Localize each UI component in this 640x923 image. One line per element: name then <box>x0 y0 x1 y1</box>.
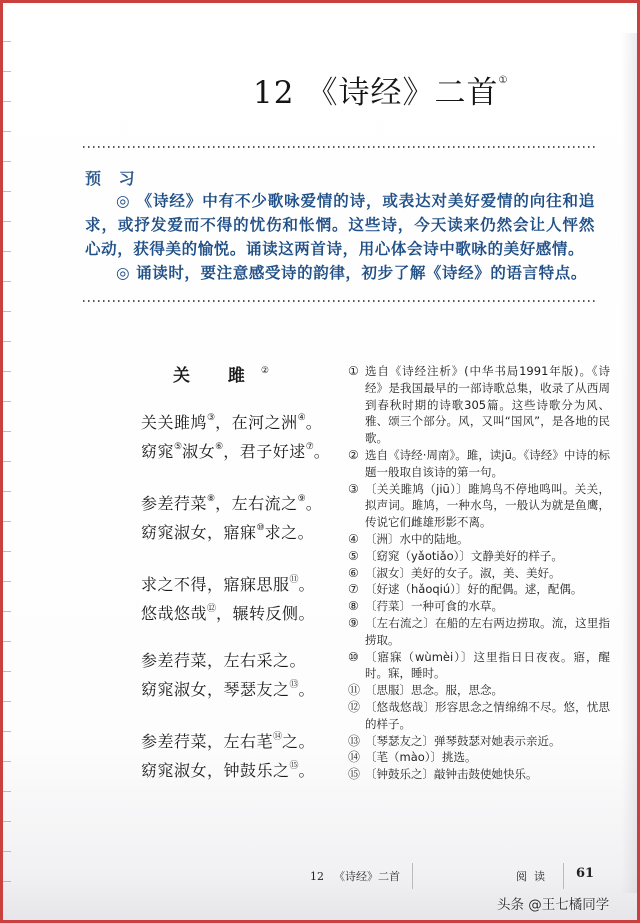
footnote-marker: ⑦ <box>348 582 359 597</box>
footnote-marker: ⑬ <box>348 733 361 748</box>
footnote-text: 〔荇菜〕一种可食的水草。 <box>365 599 503 614</box>
poem-line <box>141 597 341 626</box>
poem-stanza <box>141 406 341 464</box>
footnote-marker: ① <box>348 364 359 378</box>
footnote-text: 〔思服〕思念。服，思念。 <box>365 683 503 698</box>
footnote-text: 〔窈窕（yǎotiǎo）〕文静美好的样子。 <box>365 548 563 563</box>
footnotes <box>348 363 610 783</box>
footnote-ref: ② <box>260 366 269 376</box>
poem-stanza <box>141 568 341 626</box>
poem-stanza <box>141 487 341 545</box>
footnote-item <box>348 649 610 683</box>
footnote-ref: ⑨ <box>297 494 306 504</box>
footnote-item <box>348 565 610 582</box>
poem-text: ，辗转反侧。 <box>216 604 316 623</box>
footnote-ref: ③ <box>207 413 216 423</box>
poem-line <box>141 673 341 702</box>
footnote-ref: ⑦ <box>305 442 314 452</box>
footnote-item <box>348 598 610 615</box>
poem-text: 关关雎鸠 <box>141 413 208 432</box>
footnote-text: 〔淑女〕美好的女子。淑，美、美好。 <box>365 565 561 580</box>
footnote-text: 〔关关雎鸠（jiū）〕雎鸠鸟不停地鸣叫。关关，拟声词。雎鸠，一种水鸟，一般认为就是鱼鹰，传说它们雌雄形影不离。 <box>365 481 610 530</box>
poem-stanza <box>141 649 341 702</box>
footer-divider <box>412 863 413 889</box>
binding-marks <box>3 23 11 883</box>
poem-text: 之。 <box>282 732 316 751</box>
footnote-marker: ⑨ <box>348 615 359 630</box>
footnote-marker: ⑧ <box>348 599 359 614</box>
poem-text: 窈窕淑女，钟鼓乐之 <box>141 761 290 780</box>
footnote-text: 选自《诗经·周南》。雎，读jū。《诗经》中诗的标题一般取自该诗的第一句。 <box>365 447 610 479</box>
poem-line <box>141 725 341 754</box>
footnote-ref: ⑮ <box>289 761 299 771</box>
poem-text: 窈窕 <box>141 442 175 461</box>
footnote-item <box>348 363 610 447</box>
footnote-ref: ⑧ <box>207 494 216 504</box>
running-footer <box>310 868 400 884</box>
footnote-item <box>348 699 610 733</box>
footer-lesson-title: 《诗经》二首 <box>334 870 400 883</box>
footnote-marker: ⑤ <box>348 548 359 563</box>
poem-title <box>173 361 341 386</box>
footnote-item <box>348 733 610 750</box>
footnote-ref: ⑥ <box>215 442 224 452</box>
poem-line <box>141 516 341 545</box>
footnote-item <box>348 481 610 531</box>
footnote-marker: ⑮ <box>348 767 361 782</box>
poem-text: 求之。 <box>264 523 315 542</box>
footnote-ref: ⑬ <box>289 680 299 690</box>
footnote-text: 〔琴瑟友之〕弹琴鼓瑟对她表示亲近。 <box>365 733 561 748</box>
footnote-marker: ③ <box>348 481 359 496</box>
watermark: 头条 @王七橘同学 <box>497 897 610 913</box>
footnote-marker: ④ <box>348 531 359 546</box>
poem-text: 参差荇菜 <box>141 494 208 513</box>
footnote-item <box>348 766 610 783</box>
footnote-text: 〔钟鼓乐之〕敲钟击鼓使她快乐。 <box>365 767 538 782</box>
footnote-ref: ⑪ <box>289 575 299 585</box>
footnote-marker: ⑥ <box>348 565 359 580</box>
poem-text: 。 <box>305 494 323 513</box>
poem-text: 窈窕淑女，寤寐 <box>141 523 257 542</box>
footnote-text: 〔洲〕水中的陆地。 <box>365 531 469 546</box>
preview-section <box>85 189 595 285</box>
footer-section: 阅读 <box>516 870 552 883</box>
poem-text: 窈窕淑女，琴瑟友之 <box>141 680 290 699</box>
divider-bottom <box>83 300 595 302</box>
poem-text: ，君子好逑 <box>223 442 306 461</box>
footnote-text: 选自《诗经注析》(中华书局1991年版)。《诗经》是我国最早的一部诗歌总集，收录了从西周到春秋时期的诗歌305篇。这些诗歌分为风、雅、颂三个部分。风，又叫“国风”，是各地的民歌。 <box>365 364 610 446</box>
preview-paragraph: ◎ 《诗经》中有不少歌咏爱情的诗，或表达对美好爱情的向往和追求，或抒发爱而不得的忧伤和怅惘。这些诗，今天读来仍然会让人怦然心动，获得美的愉悦。诵读这两首诗，用心体会诗中歌咏的美好感情。 <box>85 191 595 258</box>
poem-line <box>141 435 341 464</box>
footnote-marker: ⑩ <box>348 649 359 664</box>
lesson-number: 12 <box>253 75 295 111</box>
footnote-marker: ② <box>348 447 359 462</box>
footnote-item <box>348 581 610 598</box>
poem-line <box>141 406 341 435</box>
poem-stanza <box>141 725 341 783</box>
footer-divider <box>563 863 564 889</box>
footnote-text: 〔悠哉悠哉〕形容思念之情绵绵不尽。悠，忧思的样子。 <box>365 699 610 731</box>
preview-paragraph: ◎ 诵读时，要注意感受诗的韵律，初步了解《诗经》的语言特点。 <box>116 263 587 282</box>
footnote-item <box>348 531 610 548</box>
poem-text: 悠哉悠哉 <box>141 604 208 623</box>
footnote-item <box>348 682 610 699</box>
page-curl-shadow <box>621 33 637 893</box>
lesson-title <box>253 67 508 112</box>
footnote-item <box>348 447 610 481</box>
poem-text: 。 <box>298 680 316 699</box>
footnote-text: 〔芼（mào）〕挑选。 <box>365 750 477 765</box>
poem-text: ，在河之洲 <box>215 413 298 432</box>
footnote-text: 〔寤寐（wùmèi）〕这里指日日夜夜。寤，醒时。寐，睡时。 <box>365 649 610 681</box>
poem-line <box>141 754 341 783</box>
footnote-item <box>348 615 610 649</box>
poem-text: 。 <box>305 413 323 432</box>
footnote-ref: ⑭ <box>273 732 283 742</box>
footnote-marker: ⑪ <box>348 683 361 698</box>
lesson-title-text: 《诗经》二首 <box>306 75 499 111</box>
poem-text: 求之不得，寤寐思服 <box>141 575 290 594</box>
poem <box>141 361 341 806</box>
footnote-text: 〔好逑（hǎoqiú）〕好的配偶。逑，配偶。 <box>365 582 583 597</box>
textbook-page <box>3 3 637 920</box>
footnote-marker: ⑫ <box>348 699 361 714</box>
footnote-ref: ④ <box>297 413 306 423</box>
footnote-item <box>348 749 610 766</box>
footnote-text: 〔左右流之〕在船的左右两边捞取。流，这里指捞取。 <box>365 615 610 647</box>
divider-top <box>83 146 595 148</box>
footnote-marker: ⑭ <box>348 750 361 765</box>
footnote-ref: ① <box>498 75 509 86</box>
poem-text: 。 <box>313 442 331 461</box>
poem-text: 参差荇菜，左右芼 <box>141 732 274 751</box>
page-number: 61 <box>576 866 595 881</box>
poem-text: 淑女 <box>182 442 216 461</box>
poem-stanzas <box>141 406 341 783</box>
footnote-ref: ⑩ <box>256 523 265 533</box>
footnote-item <box>348 548 610 565</box>
poem-title-text: 关 雎 <box>173 366 261 386</box>
footer-lesson-number: 12 <box>310 870 324 883</box>
poem-line <box>141 649 341 673</box>
poem-line <box>141 568 341 597</box>
preview-heading: 预 习 <box>85 169 141 188</box>
poem-text: ，左右流之 <box>215 494 298 513</box>
footnote-ref: ⑤ <box>174 442 183 452</box>
poem-line <box>141 487 341 516</box>
footnote-ref: ⑫ <box>207 604 217 614</box>
poem-text: 参差荇菜，左右采之。 <box>141 651 307 670</box>
poem-text: 。 <box>298 761 316 780</box>
poem-text: 。 <box>298 575 316 594</box>
